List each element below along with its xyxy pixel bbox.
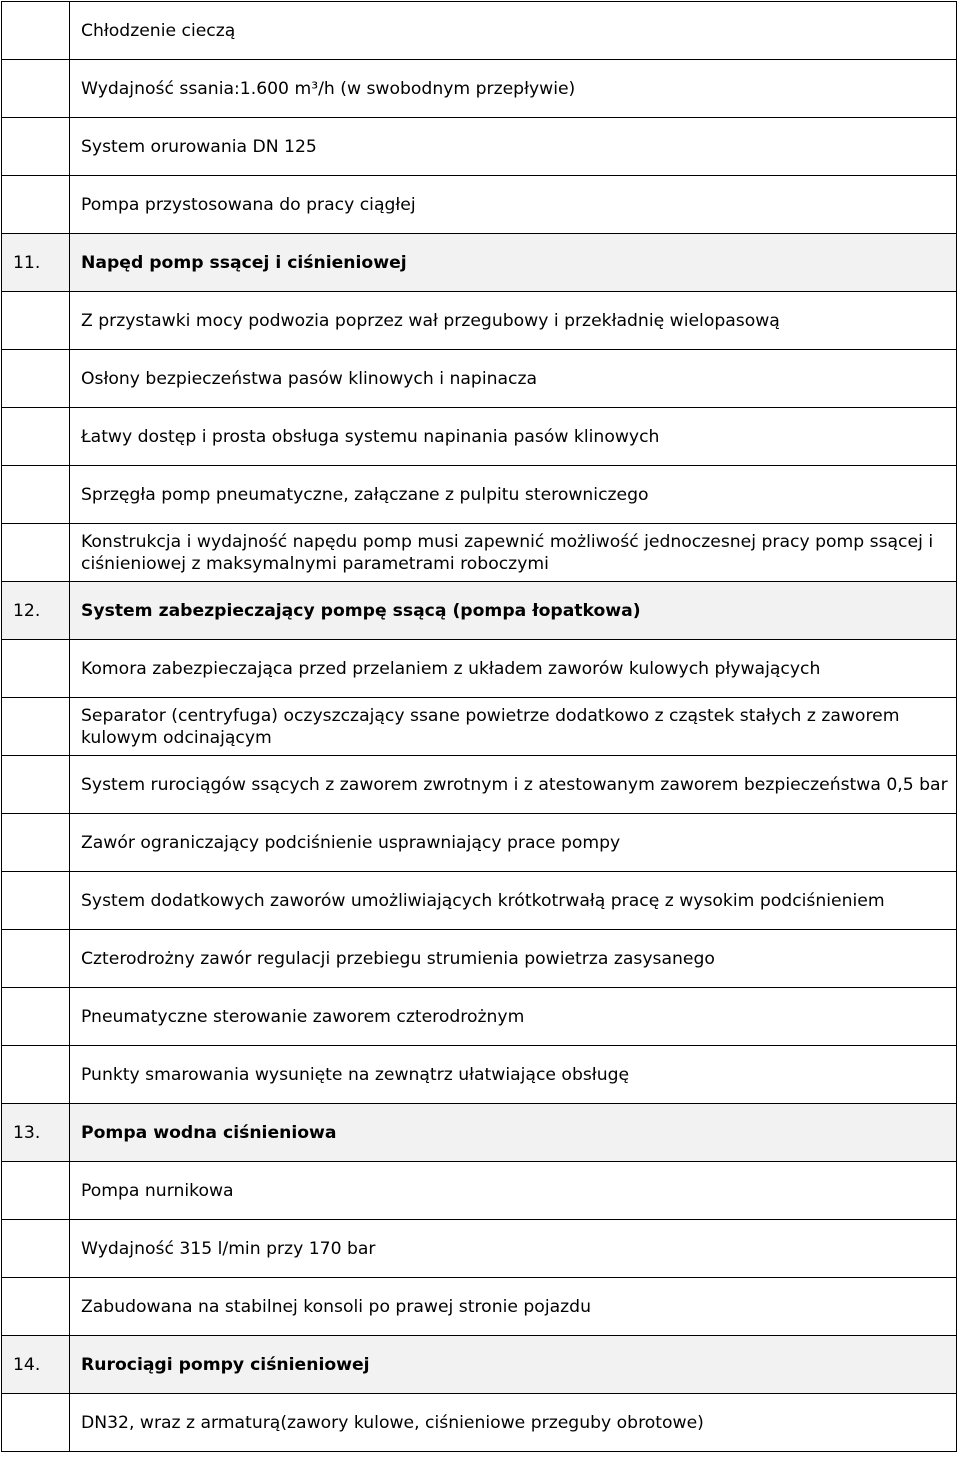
table-row (2, 872, 957, 930)
table-row (2, 466, 957, 524)
row-text-cell: Komora zabezpieczająca przed przelaniem z układem zaworów kulowych pływających (70, 640, 957, 698)
row-text-cell: Czterodrożny zawór regulacji przebiegu strumienia powietrza zasysanego (70, 930, 957, 988)
table-row (2, 176, 957, 234)
section-title: Rurociągi pompy ciśnieniowej (70, 1336, 957, 1394)
row-text-cell: System dodatkowych zaworów umożliwiających krótkotrwałą pracę z wysokim podciśnieniem (70, 872, 957, 930)
table-row (2, 350, 957, 408)
table-row (2, 640, 957, 698)
row-text-cell: Pneumatyczne sterowanie zaworem czterodrożnym (70, 988, 957, 1046)
row-text-cell: Wydajność ssania:1.600 m³/h (w swobodnym przepływie) (70, 60, 957, 118)
table-row (2, 698, 957, 756)
section-heading-row (2, 582, 957, 640)
table-row (2, 1394, 957, 1452)
row-number-cell (2, 930, 70, 988)
row-text-cell: Pompa nurnikowa (70, 1162, 957, 1220)
table-row (2, 756, 957, 814)
row-number-cell (2, 466, 70, 524)
row-number-cell (2, 756, 70, 814)
section-title: Napęd pomp ssącej i ciśnieniowej (70, 234, 957, 292)
row-text-cell: Chłodzenie cieczą (70, 2, 957, 60)
table-row (2, 408, 957, 466)
section-number: 12. (2, 582, 70, 640)
row-number-cell (2, 988, 70, 1046)
row-number-cell (2, 872, 70, 930)
row-text-cell: Łatwy dostęp i prosta obsługa systemu napinania pasów klinowych (70, 408, 957, 466)
row-number-cell (2, 292, 70, 350)
row-text-cell: Separator (centryfuga) oczyszczający ssane powietrze dodatkowo z cząstek stałych z zaworem kulowym odcinającym (70, 698, 957, 756)
table-row (2, 1162, 957, 1220)
row-text-cell: Pompa przystosowana do pracy ciągłej (70, 176, 957, 234)
row-text-cell: System orurowania DN 125 (70, 118, 957, 176)
table-row (2, 524, 957, 582)
row-number-cell (2, 176, 70, 234)
section-number: 14. (2, 1336, 70, 1394)
section-heading-row (2, 1336, 957, 1394)
table-row (2, 814, 957, 872)
row-text-cell: Z przystawki mocy podwozia poprzez wał przegubowy i przekładnię wielopasową (70, 292, 957, 350)
row-number-cell (2, 350, 70, 408)
row-text-cell: DN32, wraz z armaturą(zawory kulowe, ciśnieniowe przeguby obrotowe) (70, 1394, 957, 1452)
section-number: 11. (2, 234, 70, 292)
row-text-cell: Wydajność 315 l/min przy 170 bar (70, 1220, 957, 1278)
row-number-cell (2, 640, 70, 698)
table-row (2, 118, 957, 176)
row-number-cell (2, 1162, 70, 1220)
row-text-cell: Osłony bezpieczeństwa pasów klinowych i napinacza (70, 350, 957, 408)
table-row (2, 2, 957, 60)
row-number-cell (2, 524, 70, 582)
row-number-cell (2, 1278, 70, 1336)
row-text-cell: Zawór ograniczający podciśnienie usprawniający prace pompy (70, 814, 957, 872)
section-number: 13. (2, 1104, 70, 1162)
row-number-cell (2, 698, 70, 756)
row-number-cell (2, 1394, 70, 1452)
specification-table (1, 1, 957, 1452)
table-row (2, 60, 957, 118)
row-number-cell (2, 2, 70, 60)
row-number-cell (2, 1220, 70, 1278)
section-title: System zabezpieczający pompę ssącą (pompa łopatkowa) (70, 582, 957, 640)
section-heading-row (2, 1104, 957, 1162)
table-row (2, 1046, 957, 1104)
row-number-cell (2, 408, 70, 466)
row-number-cell (2, 60, 70, 118)
row-number-cell (2, 814, 70, 872)
row-text-cell: Konstrukcja i wydajność napędu pomp musi zapewnić możliwość jednoczesnej pracy pomp ssącej i ciśnieniowej z maksymalnymi parametrami roboczymi (70, 524, 957, 582)
section-title: Pompa wodna ciśnieniowa (70, 1104, 957, 1162)
row-text-cell: Zabudowana na stabilnej konsoli po prawej stronie pojazdu (70, 1278, 957, 1336)
row-text-cell: Punkty smarowania wysunięte na zewnątrz ułatwiające obsługę (70, 1046, 957, 1104)
table-row (2, 1278, 957, 1336)
table-row (2, 988, 957, 1046)
table-row (2, 930, 957, 988)
row-number-cell (2, 118, 70, 176)
row-number-cell (2, 1046, 70, 1104)
row-text-cell: Sprzęgła pomp pneumatyczne, załączane z pulpitu sterowniczego (70, 466, 957, 524)
row-text-cell: System rurociągów ssących z zaworem zwrotnym i z atestowanym zaworem bezpieczeństwa 0,5 bar (70, 756, 957, 814)
table-row (2, 1220, 957, 1278)
section-heading-row (2, 234, 957, 292)
table-row (2, 292, 957, 350)
